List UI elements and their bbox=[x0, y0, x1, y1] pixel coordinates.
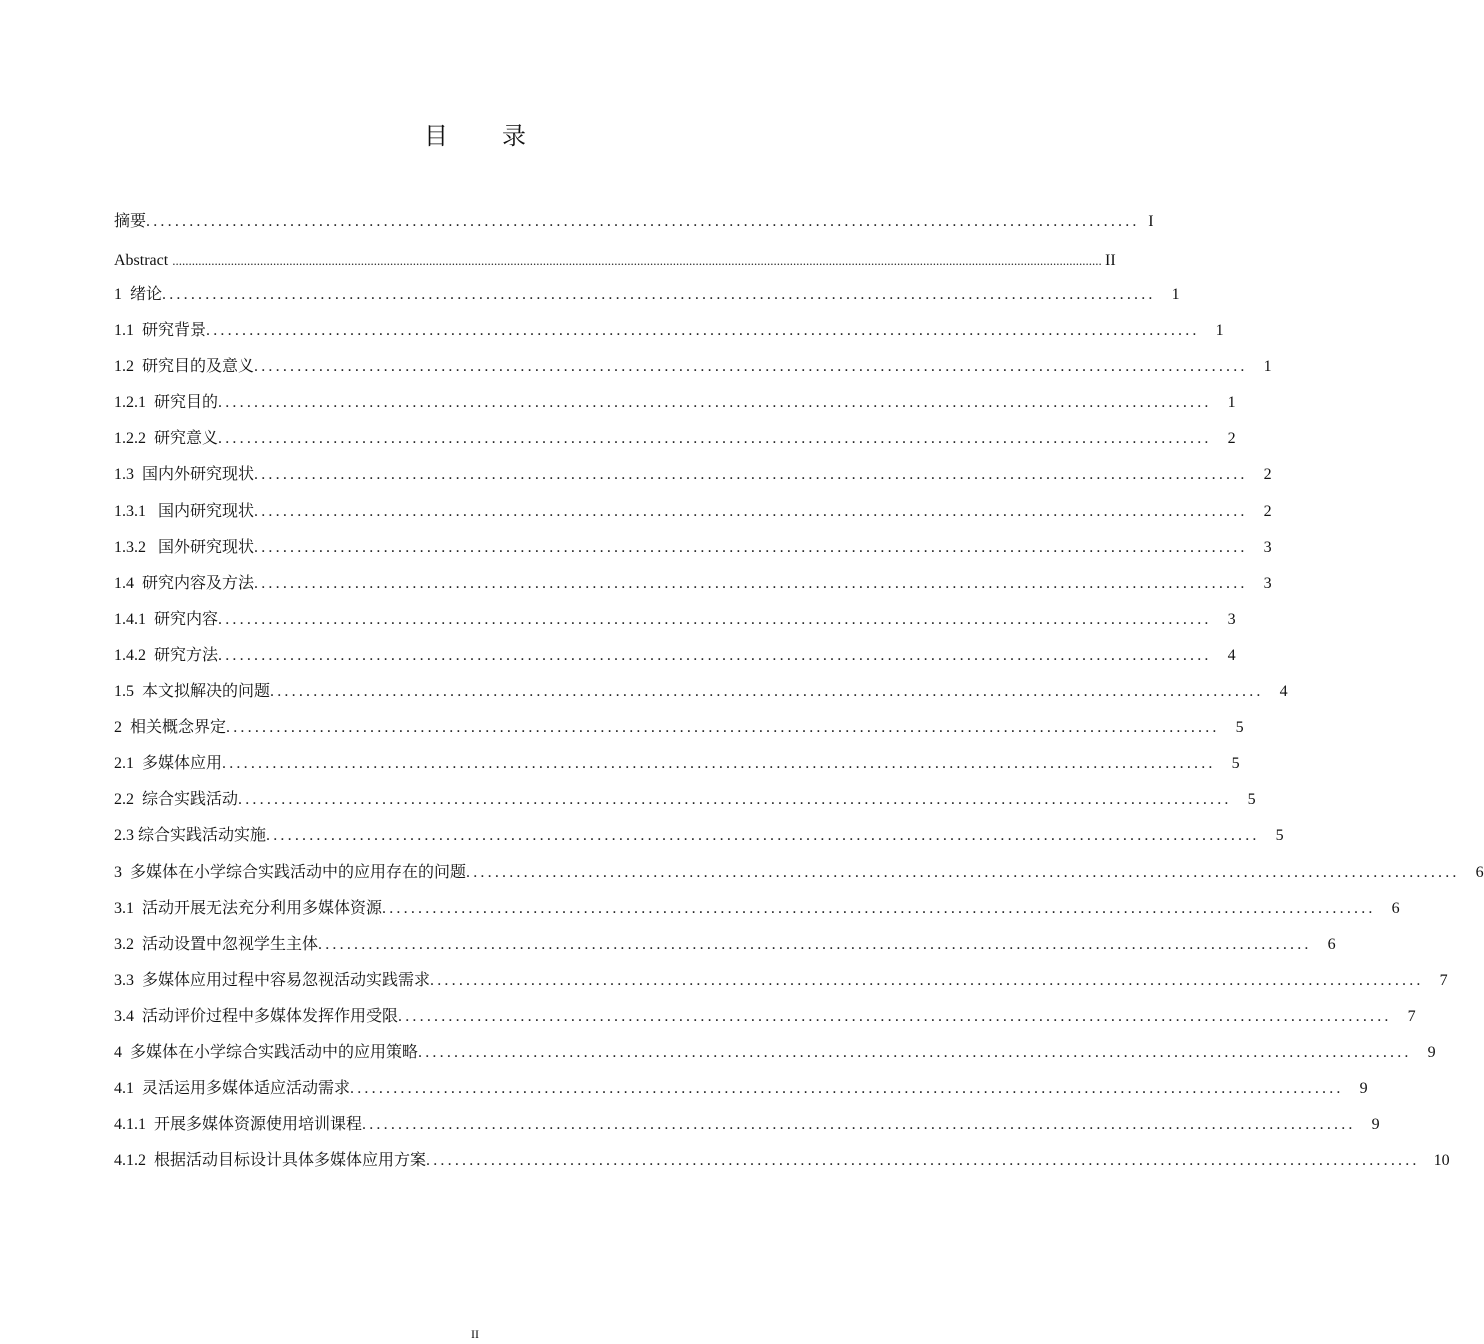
toc-leader-dots: .......................................................................................................................................... bbox=[238, 791, 1232, 809]
toc-entry bbox=[114, 1113, 1380, 1149]
toc-leader-dots: .............................................................................................................................................................................................................................................................................................. bbox=[172, 253, 1102, 268]
toc-leader-dots: .......................................................................................................................................... bbox=[270, 683, 1264, 701]
toc-entry-page: 3 bbox=[1263, 574, 1272, 592]
toc-entry bbox=[114, 716, 1244, 752]
toc-entry-label: 1.2.1 研究目的 bbox=[114, 394, 219, 412]
toc-entry bbox=[114, 752, 1240, 788]
toc-entry-label: 1 绪论 bbox=[114, 286, 163, 303]
toc-leader-dots: .......................................................................................................................................... bbox=[254, 574, 1248, 592]
toc-entry-page: 5 bbox=[1247, 791, 1256, 809]
toc-leader-dots: .......................................................................................................................................... bbox=[466, 863, 1460, 881]
toc-entry-label: 摘要 bbox=[114, 213, 147, 230]
toc-entry bbox=[114, 1077, 1368, 1113]
toc-entry-label: 2.2 综合实践活动 bbox=[114, 791, 239, 809]
toc-entry bbox=[114, 572, 1272, 608]
toc-leader-dots: .......................................................................................................................................... bbox=[162, 286, 1156, 303]
toc-entry-label: 4.1.1 开展多媒体资源使用培训课程 bbox=[114, 1116, 363, 1134]
toc-entry-page: 1 bbox=[1171, 286, 1180, 303]
toc-entry-page: 3 bbox=[1263, 538, 1272, 556]
toc-entry-page: 10 bbox=[1433, 1152, 1450, 1170]
page-number-footer: II bbox=[471, 1327, 479, 1341]
toc-leader-dots: .......................................................................................................................................... bbox=[430, 971, 1424, 989]
toc-entry-label: 1.1 研究背景 bbox=[114, 322, 207, 340]
toc-entry bbox=[114, 427, 1236, 463]
toc-entry-page: 2 bbox=[1263, 502, 1272, 520]
toc-entry-page: 6 bbox=[1391, 899, 1400, 917]
toc-entry-page: 7 bbox=[1439, 971, 1448, 989]
toc-leader-dots: .......................................................................................................................................... bbox=[266, 827, 1260, 845]
toc-entry bbox=[114, 680, 1288, 716]
toc-leader-dots: .......................................................................................................................................... bbox=[350, 1080, 1344, 1098]
toc-leader-dots: .......................................................................................................................................... bbox=[254, 466, 1248, 484]
toc-leader-dots: .......................................................................................................................................... bbox=[218, 610, 1212, 628]
toc-entry-label: 4.1 灵活运用多媒体适应活动需求 bbox=[114, 1080, 351, 1098]
toc-entry-page: 9 bbox=[1427, 1043, 1436, 1061]
toc-entry-label: 3 多媒体在小学综合实践活动中的应用存在的问题 bbox=[114, 863, 467, 881]
toc-entry-label: 3.3 多媒体应用过程中容易忽视活动实践需求 bbox=[114, 971, 431, 989]
toc-entry-page: 5 bbox=[1235, 719, 1244, 737]
toc-entry-label: 1.3.2 国外研究现状 bbox=[114, 538, 255, 556]
toc-leader-dots: .......................................................................................................................................... bbox=[398, 1007, 1392, 1025]
toc-entry-page: 3 bbox=[1227, 610, 1236, 628]
toc-entry-page: 2 bbox=[1263, 466, 1272, 484]
toc-entry-page: 5 bbox=[1231, 755, 1240, 773]
toc-leader-dots: .......................................................................................................................................... bbox=[362, 1116, 1356, 1134]
toc-entry-label: 3.2 活动设置中忽视学生主体 bbox=[114, 935, 319, 953]
toc-leader-dots: .......................................................................................................................................... bbox=[218, 646, 1212, 664]
toc-leader-dots: .......................................................................................................................................... bbox=[426, 1152, 1420, 1170]
toc-entry-page: 1 bbox=[1263, 358, 1272, 376]
toc-entry bbox=[114, 463, 1272, 499]
toc-entry-page: II bbox=[1105, 252, 1116, 269]
toc-entry-label: 3.4 活动评价过程中多媒体发挥作用受限 bbox=[114, 1007, 399, 1025]
toc-leader-dots: .......................................................................................................................................... bbox=[222, 755, 1216, 773]
toc-entry-page: 4 bbox=[1279, 683, 1288, 701]
toc-entry bbox=[114, 210, 1154, 249]
toc-leader-dots: .......................................................................................................................................... bbox=[254, 538, 1248, 556]
toc-entry-page: 9 bbox=[1359, 1080, 1368, 1098]
toc-entry-label: 2.3 综合实践活动实施 bbox=[114, 827, 267, 845]
toc-entry-page: 9 bbox=[1371, 1116, 1380, 1134]
page-title: 目 录 bbox=[424, 124, 550, 150]
toc-entry bbox=[114, 391, 1236, 427]
toc-leader-dots: .......................................................................................................................................... bbox=[226, 719, 1220, 737]
toc-entry bbox=[114, 861, 1484, 897]
toc-entry-label: 3.1 活动开展无法充分利用多媒体资源 bbox=[114, 899, 383, 917]
toc-entry bbox=[114, 500, 1272, 536]
toc-entry-page: 6 bbox=[1327, 935, 1336, 953]
toc-entry-label: 1.2.2 研究意义 bbox=[114, 430, 219, 448]
toc-entry-label: 1.3.1 国内研究现状 bbox=[114, 502, 255, 520]
toc-entry bbox=[114, 1005, 1416, 1041]
toc-entry-page: I bbox=[1148, 213, 1154, 230]
toc-entry-label: 1.4.1 研究内容 bbox=[114, 610, 219, 628]
toc-entry-page: 2 bbox=[1227, 430, 1236, 448]
toc-leader-dots: .......................................................................................................................................... bbox=[254, 502, 1248, 520]
toc-entry bbox=[114, 933, 1336, 969]
toc-entry bbox=[114, 1041, 1436, 1077]
toc-entry bbox=[114, 1149, 1450, 1185]
toc-entry-page: 5 bbox=[1275, 827, 1284, 845]
toc-entry bbox=[114, 319, 1224, 355]
toc-leader-dots: .......................................................................................................................................... bbox=[206, 322, 1200, 340]
toc-leader-dots: .......................................................................................................................................... bbox=[418, 1043, 1412, 1061]
toc-entry-label: 1.4 研究内容及方法 bbox=[114, 574, 255, 592]
toc-leader-dots: .......................................................................................................................................... bbox=[146, 213, 1140, 230]
toc-entry bbox=[114, 788, 1256, 824]
toc-entry bbox=[114, 969, 1448, 1005]
toc-entry bbox=[114, 355, 1272, 391]
toc-entry-label: 2 相关概念界定 bbox=[114, 719, 227, 737]
toc-entry-page: 4 bbox=[1227, 646, 1236, 664]
toc-entry-label: 2.1 多媒体应用 bbox=[114, 755, 223, 773]
toc-leader-dots: .......................................................................................................................................... bbox=[218, 430, 1212, 448]
toc-entry-label: 4.1.2 根据活动目标设计具体多媒体应用方案 bbox=[114, 1152, 427, 1170]
toc-entry-label: 1.3 国内外研究现状 bbox=[114, 466, 255, 484]
toc-leader-dots: .......................................................................................................................................... bbox=[254, 358, 1248, 376]
toc-entry bbox=[114, 644, 1236, 680]
toc-entry bbox=[114, 536, 1272, 572]
toc-entry-label: 4 多媒体在小学综合实践活动中的应用策略 bbox=[114, 1043, 419, 1061]
toc-leader-dots: .......................................................................................................................................... bbox=[318, 935, 1312, 953]
toc-entry bbox=[114, 249, 1116, 283]
toc-entry bbox=[114, 824, 1284, 860]
toc-entry bbox=[114, 897, 1400, 933]
toc-entry-label: 1.5 本文拟解决的问题 bbox=[114, 683, 271, 701]
toc-entry bbox=[114, 283, 1180, 319]
toc-entry-label: 1.2 研究目的及意义 bbox=[114, 358, 255, 376]
toc-entry-page: 1 bbox=[1215, 322, 1224, 340]
toc-entry-page: 7 bbox=[1407, 1007, 1416, 1025]
toc-leader-dots: .......................................................................................................................................... bbox=[382, 899, 1376, 917]
toc-entry-page: 6 bbox=[1475, 863, 1484, 881]
toc-leader-dots: .......................................................................................................................................... bbox=[218, 394, 1212, 412]
table-of-contents bbox=[114, 210, 1484, 1185]
toc-entry-label: Abstract bbox=[114, 252, 173, 269]
toc-entry-label: 1.4.2 研究方法 bbox=[114, 646, 219, 664]
toc-entry-page: 1 bbox=[1227, 394, 1236, 412]
toc-entry bbox=[114, 608, 1236, 644]
